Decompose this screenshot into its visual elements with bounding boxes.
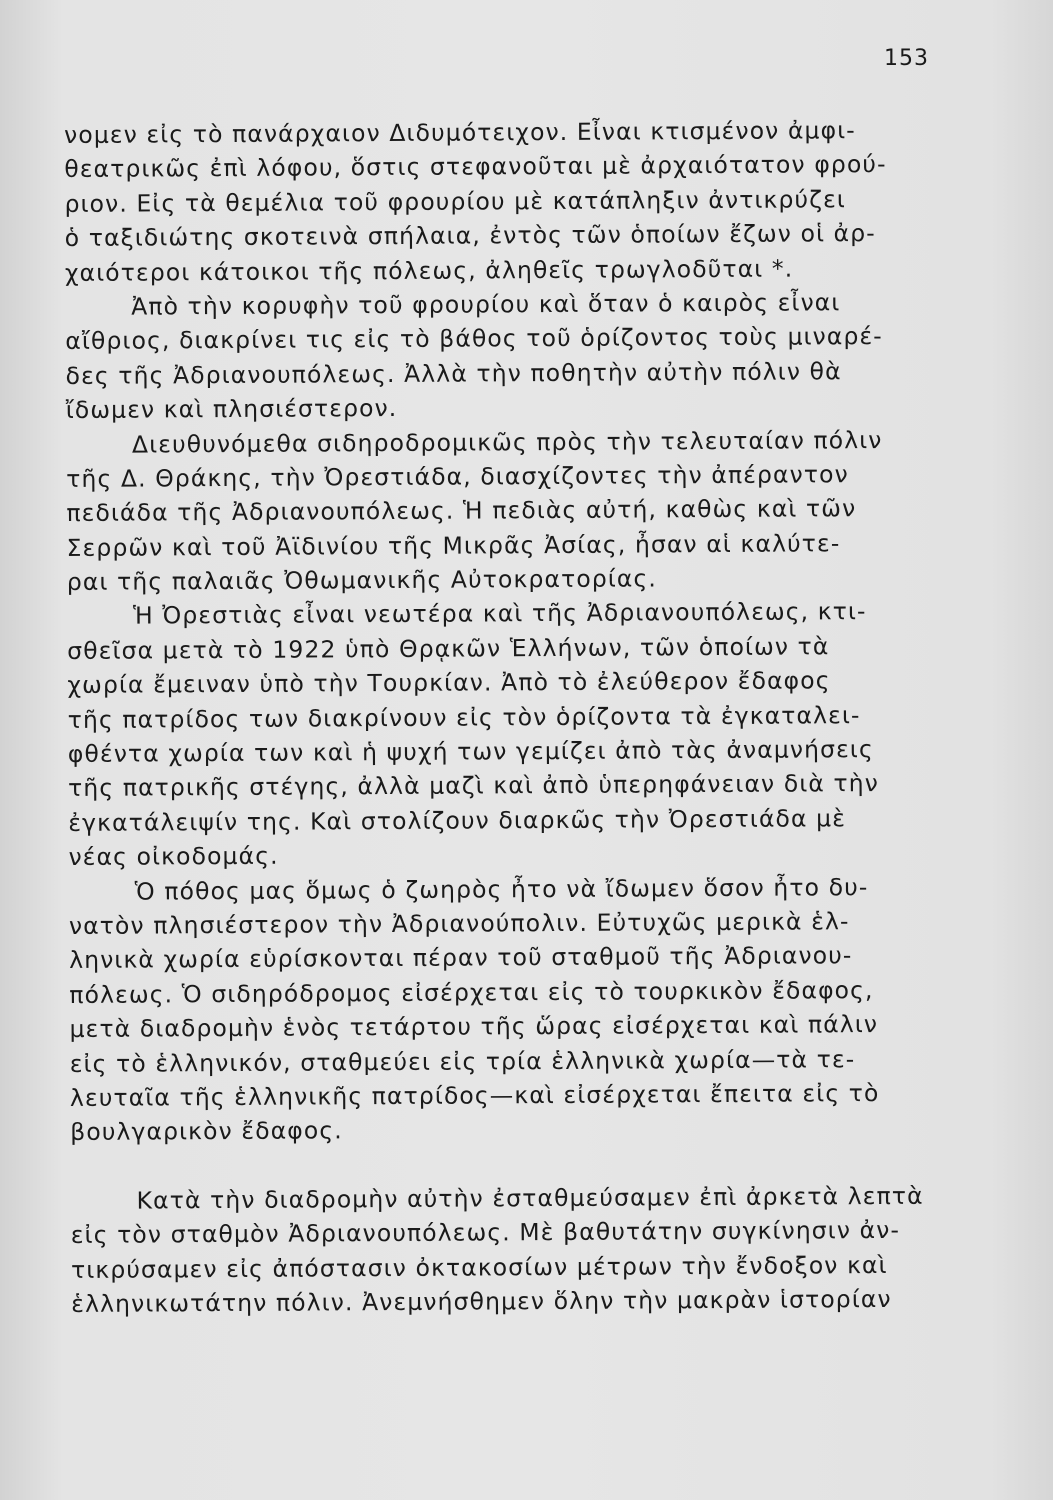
text-line: Κατὰ τὴν διαδρομὴν αὐτὴν ἐσταθμεύσαμεν ἐπὶ ἀρκετὰ λεπτὰ <box>136 1181 924 1215</box>
page-number: 153 <box>884 46 929 71</box>
text-line: Σερρῶν καὶ τοῦ Ἀϊδινίου τῆς Μικρᾶς Ἀσίας, ἦσαν αἱ καλύτε- <box>66 528 841 562</box>
text-line: ριον. Εἰς τὰ θεμέλια τοῦ φρουρίου μὲ κατάπληξιν ἀντικρύζει <box>64 185 846 218</box>
text-line: χαιότεροι κάτοικοι τῆς πόλεως, ἀληθεῖς τρωγλοδῦται *. <box>64 254 794 287</box>
text-line: εἰς τὸ ἑλληνικόν, σταθμεύει εἰς τρία ἑλληνικὰ χωρία—τὰ τε- <box>69 1044 856 1078</box>
text-line: ληνικὰ χωρία εὑρίσκονται πέραν τοῦ σταθμοῦ τῆς Ἀδριανου- <box>69 941 853 975</box>
text-line: τῆς πατρίδος των διακρίνουν εἰς τὸν ὁρίζοντα τὰ ἐγκαταλει- <box>67 700 861 734</box>
text-line: βουλγαρικὸν ἔδαφος. <box>70 1116 343 1147</box>
section-gap <box>70 1144 954 1183</box>
text-line: τῆς πατρικῆς στέγης, ἀλλὰ μαζὶ καὶ ἀπὸ ὑπερηφάνειαν διὰ τὴν <box>68 769 880 803</box>
body-text <box>64 113 955 1322</box>
text-line: λευταῖα τῆς ἑλληνικῆς πατρίδος—καὶ εἰσέρχεται ἔπειτα εἰς τὸ <box>69 1078 880 1112</box>
text-line: σθεῖσα μετὰ τὸ 1922 ὑπὸ Θρᾳκῶν Ἑλλήνων, τῶν ὁποίων τὰ <box>67 632 830 665</box>
text-line: τικρύσαμεν εἰς ἀπόστασιν ὀκτακοσίων μέτρων τὴν ἔνδοξον καὶ <box>70 1250 888 1284</box>
text-line: πεδιάδα τῆς Ἀδριανουπόλεως. Ἡ πεδιὰς αὐτή, καθὼς καὶ τῶν <box>66 494 857 528</box>
text-line: νομεν εἰς τὸ πανάρχαιον Διδυμότειχον. Εἶναι κτισμένον ἀμφι- <box>64 116 856 149</box>
text-line: πόλεως. Ὁ σιδηρόδρομος εἰσέρχεται εἰς τὸ τουρκικὸν ἔδαφος, <box>69 975 874 1009</box>
text-line: νέας οἰκοδομάς. <box>68 841 279 872</box>
text-line: δες τῆς Ἀδριανουπόλεως. Ἀλλὰ τὴν ποθητὴν αὐτὴν πόλιν θὰ <box>65 356 842 390</box>
text-line: Διευθυνόμεθα σιδηροδρομικῶς πρὸς τὴν τελευταίαν πόλιν <box>131 425 883 459</box>
text-line: ἴδωμεν καὶ πλησιέστερον. <box>65 394 398 425</box>
text-line: Ἀπὸ τὴν κορυφὴν τοῦ φρουρίου καὶ ὅταν ὁ καιρὸς εἶναι <box>131 288 841 321</box>
text-line: τῆς Δ. Θράκης, τὴν Ὀρεστιάδα, διασχίζοντες τὴν ἀπέραντον <box>66 460 849 493</box>
text-line: εἰς τὸν σταθμὸν Ἀδριανουπόλεως. Μὲ βαθυτάτην συγκίνησιν ἀν- <box>70 1216 901 1250</box>
text-line: νατὸν πλησιέστερον τὴν Ἀδριανούπολιν. Εὐτυχῶς μερικὰ ἑλ- <box>68 907 850 940</box>
text-line: φθέντα χωρία των καὶ ἡ ψυχή των γεμίζει ἀπὸ τὰς ἀναμνήσεις <box>67 735 874 769</box>
text-line: ραι τῆς παλαιᾶς Ὀθωμανικῆς Αὐτοκρατορίας. <box>66 564 657 597</box>
text-line: χωρία ἔμειναν ὑπὸ τὴν Τουρκίαν. Ἀπὸ τὸ ἐλεύθερον ἔδαφος <box>67 666 831 700</box>
text-line: ἑλληνικωτάτην πόλιν. Ἀνεμνήσθημεν ὅλην τὴν μακρὰν ἱστορίαν <box>71 1284 892 1318</box>
text-line: μετὰ διαδρομὴν ἑνὸς τετάρτου τῆς ὥρας εἰσέρχεται καὶ πάλιν <box>69 1010 879 1044</box>
text-line: θεατρικῶς ἐπὶ λόφου, ὅστις στεφανοῦται μὲ ἀρχαιότατον φρού- <box>64 150 887 184</box>
text-line: ὁ ταξιδιώτης σκοτεινὰ σπήλαια, ἐντὸς τῶν ὁποίων ἔζων οἱ ἀρ- <box>64 219 876 253</box>
text-line: Ὁ πόθος μας ὅμως ὁ ζωηρὸς ἦτο νὰ ἴδωμεν ὅσον ἦτο δυ- <box>134 872 869 906</box>
text-line: ἐγκατάλειψίν της. Καὶ στολίζουν διαρκῶς τὴν Ὀρεστιάδα μὲ <box>68 804 847 837</box>
text-line: αἴθριος, διακρίνει τις εἰς τὸ βάθος τοῦ ὁρίζοντος τοὺς μιναρέ- <box>65 322 883 356</box>
text-line: Ἡ Ὀρεστιὰς εἶναι νεωτέρα καὶ τῆς Ἀδριανουπόλεως, κτι- <box>132 597 867 631</box>
